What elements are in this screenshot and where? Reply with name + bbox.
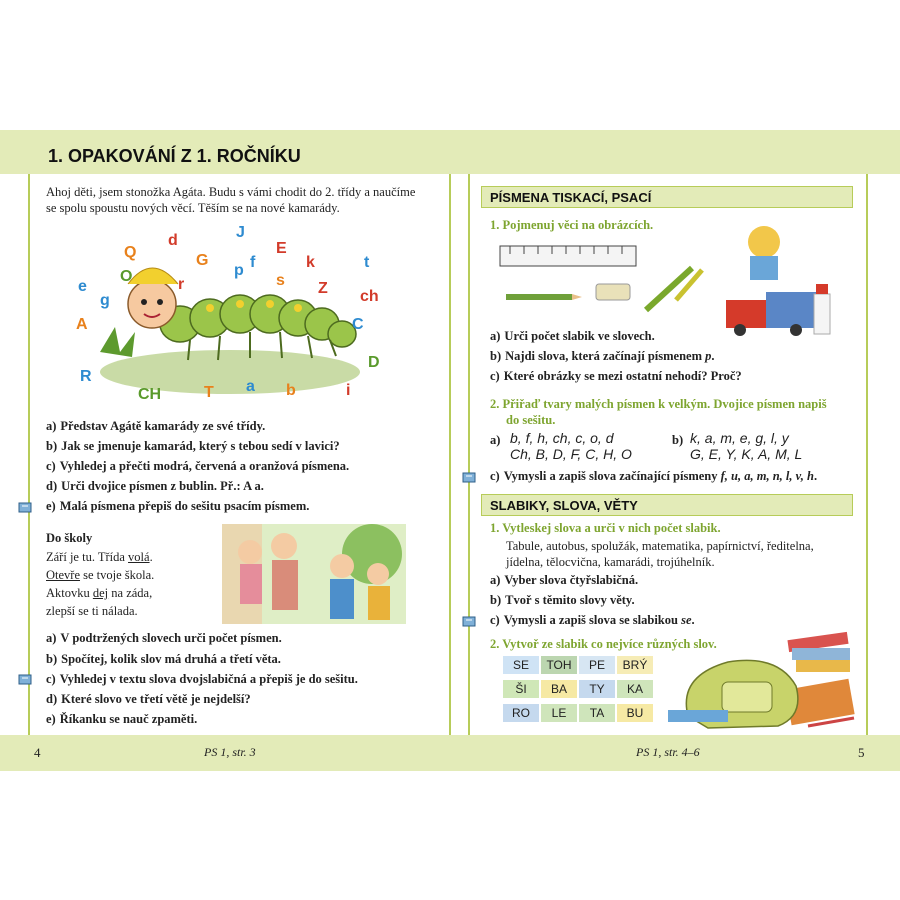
exercise-2-title-line1: 2. Přiřaď tvary malých písmen k velkým. Dvojice písmen napiš: [490, 397, 827, 411]
ex3-task-a: a) Vyber slova čtyřslabičná.: [490, 573, 639, 587]
page-ref-left: PS 1, str. 3: [204, 745, 256, 759]
syllable-tile: ŠI: [503, 680, 539, 698]
bubble-letter: s: [276, 272, 285, 289]
section-heading-letters: PÍSMENA TISKACÍ, PSACÍ: [481, 186, 853, 208]
bubble-letter: a: [246, 378, 255, 395]
ex2-task-c: c) Vymysli a zapiš slova začínající písmeny f, u, a, m, n, l, v, h.: [490, 469, 818, 483]
notebook-icon: [462, 614, 476, 626]
bubble-letter: t: [364, 254, 370, 271]
syllable-tile: TOH: [541, 656, 577, 674]
chapter-title: 1. OPAKOVÁNÍ Z 1. ROČNÍKU: [48, 146, 301, 166]
intro-line-1: Ahoj děti, jsem stonožka Agáta. Budu s vámi chodit do 2. třídy a naučíme: [46, 185, 416, 199]
bubble-letter: D: [368, 354, 380, 371]
bubble-letter: T: [204, 384, 214, 401]
ex3-task-b: b) Tvoř s těmito slovy věty.: [490, 593, 635, 607]
schoolbag-drawing: [668, 626, 860, 732]
notebook-icon: [18, 672, 32, 684]
syllable-tile: TA: [579, 704, 615, 722]
exercise-1-title: 1. Pojmenuj věci na obrázcích.: [490, 218, 654, 232]
bubble-letter: O: [120, 268, 133, 285]
poem-title: Do školy: [46, 531, 93, 545]
exercise-3-title: 1. Vytleskej slova a urči v nich počet slabik.: [490, 521, 721, 535]
ex2-b-label: b): [672, 433, 684, 447]
gutter-rule-left: [449, 174, 451, 735]
bubble-letter: G: [196, 252, 209, 269]
bubble-letter: d: [168, 232, 178, 249]
task-b-4: d) Které slovo ve třetí větě je nejdelší?: [46, 692, 251, 706]
objects-drawing: [496, 220, 836, 340]
task-a-5: e) Malá písmena přepiš do sešitu psacím písmem.: [46, 499, 310, 513]
syllable-tile: BRÝ: [617, 656, 653, 674]
syllable-tile: SE: [503, 656, 539, 674]
left-margin-rule: [28, 174, 30, 735]
page-number-right: 5: [858, 745, 865, 760]
bubble-letter: i: [346, 382, 351, 399]
bubble-letter: J: [236, 224, 245, 241]
ex2-a-label: a): [490, 433, 501, 447]
poem-line-4: zlepší se ti nálada.: [46, 604, 138, 618]
syllable-tile: BU: [617, 704, 653, 722]
notebook-icon: [462, 470, 476, 482]
poem-line-2: Otevře se tvoje škola.: [46, 568, 155, 582]
bubble-letter: Z: [318, 280, 328, 297]
objects-illustration: [496, 220, 836, 340]
bubble-letter: Q: [124, 244, 137, 261]
bubble-letter: k: [306, 254, 315, 271]
exercise-4-title: 2. Vytvoř ze slabik co nejvíce různých slov.: [490, 637, 717, 651]
schoolbag-illustration: [668, 626, 860, 732]
task-b-2: b) Spočítej, kolik slov má druhá a třetí věta.: [46, 652, 281, 666]
syllable-tile: KA: [617, 680, 653, 698]
page-number-left: 4: [34, 745, 41, 760]
ex2-a-uppercase: Ch, B, D, F, C, H, O: [510, 446, 632, 462]
ex2-b-uppercase: G, E, Y, K, A, M, L: [690, 446, 803, 462]
bubble-letter: e: [78, 278, 87, 295]
bubble-letter: CH: [138, 386, 162, 403]
syllable-tile: PE: [579, 656, 615, 674]
ex3-task-c: c) Vymysli a zapiš slova se slabikou se.: [490, 613, 695, 627]
task-b-5: e) Říkanku se nauč zpaměti.: [46, 712, 198, 726]
notebook-icon: [18, 500, 32, 512]
section-heading-syllables: SLABIKY, SLOVA, VĚTY: [481, 494, 853, 516]
ex1-task-b: b) Najdi slova, která začínají písmenem p.: [490, 349, 715, 363]
children-drawing: [222, 524, 406, 624]
bubble-letter: ch: [360, 288, 379, 305]
gutter-rule-right: [468, 174, 470, 735]
ex2-a-lowercase: b, f, h, ch, c, o, d: [510, 430, 614, 446]
bubble-letter: g: [100, 292, 110, 309]
ex3-words-line1: Tabule, autobus, spolužák, matematika, papírnictví, ředitelna,: [506, 539, 814, 553]
bubble-letter: p: [234, 262, 244, 279]
poem-line-3: Aktovku dej na záda,: [46, 586, 153, 600]
page-ref-right: PS 1, str. 4–6: [636, 745, 700, 759]
task-a-1: a) Představ Agátě kamarády ze své třídy.: [46, 419, 266, 433]
bubble-letter: A: [76, 316, 88, 333]
ex2-b-lowercase: k, a, m, e, g, l, y: [690, 430, 789, 446]
task-a-4: d) Urči dvojice písmen z bublin. Př.: A a.: [46, 479, 264, 493]
task-a-2: b) Jak se jmenuje kamarád, který s tebou sedí v lavici?: [46, 439, 340, 453]
ex3-words-line2: jídelna, tělocvična, kamarádi, trojúhelník.: [506, 555, 715, 569]
footer-band: [0, 735, 900, 771]
bubble-letter: E: [276, 240, 287, 257]
ex1-task-a: a) Urči počet slabik ve slovech.: [490, 329, 655, 343]
children-illustration: [222, 524, 406, 624]
poem-line-1: Září je tu. Třída volá.: [46, 550, 153, 564]
task-b-3: c) Vyhledej v textu slova dvojslabičná a přepiš je do sešitu.: [46, 672, 358, 686]
bubble-letter: C: [352, 316, 364, 333]
syllable-tile: BA: [541, 680, 577, 698]
syllable-tile: LE: [541, 704, 577, 722]
intro-line-2: se spolu spoustu nových věcí. Těším se na nové kamarády.: [46, 201, 340, 215]
bubble-letter: R: [80, 368, 92, 385]
exercise-2-title-line2: do sešitu.: [506, 413, 556, 427]
syllable-tile: RO: [503, 704, 539, 722]
syllable-tile: TY: [579, 680, 615, 698]
bubble-letter: b: [286, 382, 296, 399]
right-margin-rule: [866, 174, 868, 735]
bubble-letter: r: [178, 276, 185, 293]
bubble-letter: f: [250, 254, 256, 271]
task-b-1: a) V podtržených slovech urči počet písmen.: [46, 631, 282, 645]
task-a-3: c) Vyhledej a přečti modrá, červená a oranžová písmena.: [46, 459, 350, 473]
ex1-task-c: c) Které obrázky se mezi ostatní nehodí? Proč?: [490, 369, 742, 383]
